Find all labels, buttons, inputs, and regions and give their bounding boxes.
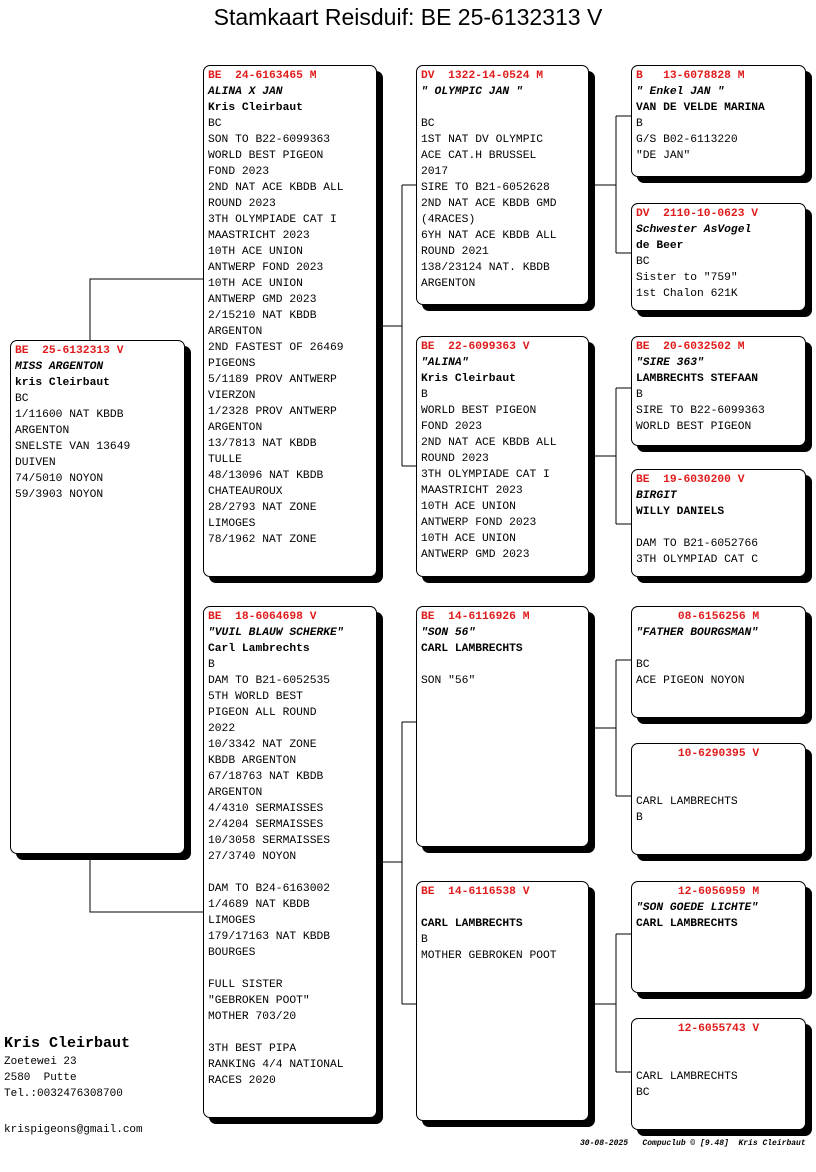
note-line: KBDB ARGENTON [208, 755, 297, 767]
pigeon-name: "SON 56" [421, 627, 476, 639]
note-line: RACES 2020 [208, 1075, 276, 1087]
note-line: BC [636, 256, 650, 268]
note-line: ACE CAT.H BRUSSEL [421, 150, 537, 162]
breeder-name [636, 778, 801, 794]
pigeon-name [421, 900, 584, 916]
pigeon-name: Schwester AsVogel [636, 224, 752, 236]
note-line: SNELSTE VAN 13649 [15, 441, 131, 453]
note-line: "GEBROKEN POOT" [208, 995, 310, 1007]
note-line: PIGEON ALL ROUND [208, 707, 317, 719]
note-line: MOTHER GEBROKEN POOT [421, 950, 557, 962]
note-line: ANTWERP GMD 2023 [208, 294, 317, 306]
note-line: B [636, 389, 643, 401]
note-line [208, 865, 372, 881]
note-line: DAM TO B21-6052766 [636, 538, 759, 550]
note-line: 1/4689 NAT KBDB [208, 899, 310, 911]
great-granddam-card [631, 743, 806, 855]
note-line: "DE JAN" [636, 150, 691, 162]
great-grandsire-card [631, 336, 806, 446]
owner-email: krispigeons@gmail.com [4, 1124, 143, 1136]
note-line: 2ND FASTEST OF 26469 [208, 342, 344, 354]
footer [580, 1139, 806, 1148]
note-line: 74/5010 NOYON [15, 473, 104, 485]
breeder-name: kris Cleirbaut [15, 377, 110, 389]
pigeon-name: "SON GOEDE LICHTE" [636, 902, 759, 914]
note-line: 67/18763 NAT KBDB [208, 771, 324, 783]
note-line: 5TH WORLD BEST [208, 691, 303, 703]
breeder-name: VAN DE VELDE MARINA [636, 102, 765, 114]
note-line: BC [208, 118, 222, 130]
note-line: FOND 2023 [208, 166, 270, 178]
note-line: 1st Chalon 621K [636, 288, 738, 300]
note-line: B [421, 934, 428, 946]
note-line: ARGENTON [15, 425, 70, 437]
great-granddam-card [631, 469, 806, 577]
note-line [421, 657, 584, 673]
note-line [636, 520, 801, 536]
owner-name: Kris Cleirbaut [4, 1035, 131, 1052]
note-line: LIMOGES [208, 518, 256, 530]
note-line: 59/3903 NOYON [15, 489, 104, 501]
note-line: 48/13096 NAT KBDB [208, 470, 324, 482]
pigeon-name: "ALINA" [421, 357, 469, 369]
note-line: 179/17163 NAT KBDB [208, 931, 331, 943]
pigeon-name [636, 762, 801, 778]
note-line: SON TO B22-6099363 [208, 134, 331, 146]
note-line: 10TH ACE UNION [421, 533, 516, 545]
note-line: MOTHER 703/20 [208, 1011, 297, 1023]
note-line: Sister to "759" [636, 272, 738, 284]
note-line: FULL SISTER [208, 979, 283, 991]
maternal-granddam-card [416, 881, 589, 1121]
note-line: MAASTRICHT 2023 [208, 230, 310, 242]
note-line: 10/3342 NAT ZONE [208, 739, 317, 751]
pigeon-name: " OLYMPIC JAN " [421, 86, 523, 98]
breeder-name: WILLY DANIELS [636, 506, 725, 518]
note-line [208, 961, 372, 977]
note-line: 3TH OLYMPIAD CAT C [636, 554, 759, 566]
owner-street: Zoetewei 23 [4, 1056, 77, 1068]
ring-number: DV 2110-10-0623 V [636, 208, 759, 220]
note-line: ARGENTON [208, 422, 263, 434]
breeder-name [636, 641, 801, 657]
note-line: 2/4204 SERMAISSES [208, 819, 324, 831]
note-line: SON "56" [421, 675, 476, 687]
breeder-name: Kris Cleirbaut [208, 102, 303, 114]
note-line: BC [421, 118, 435, 130]
paternal-granddam-card [416, 336, 589, 577]
note-line: 28/2793 NAT ZONE [208, 502, 317, 514]
ring-number: 12-6055743 V [677, 1023, 760, 1035]
ring-number: BE 14-6116538 V [421, 886, 530, 898]
ring-number: 12-6056959 M [677, 886, 760, 898]
note-line: ARGENTON [208, 787, 263, 799]
note-line: ANTWERP GMD 2023 [421, 549, 530, 561]
ring-number: BE 22-6099363 V [421, 341, 530, 353]
note-line: 4/4310 SERMAISSES [208, 803, 324, 815]
breeder-name: Carl Lambrechts [208, 643, 310, 655]
note-line: ROUND 2023 [421, 453, 489, 465]
note-line: 2017 [421, 166, 449, 178]
note-line: 2022 [208, 723, 236, 735]
ring-number: BE 24-6163465 M [208, 70, 317, 82]
great-granddam-card [631, 1018, 806, 1130]
note-line: 2ND NAT ACE KBDB ALL [208, 182, 344, 194]
pigeon-name: MISS ARGENTON [15, 361, 104, 373]
note-line: PIGEONS [208, 358, 256, 370]
note-line: WORLD BEST PIGEON [636, 421, 752, 433]
note-line: G/S B02-6113220 [636, 134, 738, 146]
note-line: ROUND 2023 [208, 198, 276, 210]
note-line: WORLD BEST PIGEON [208, 150, 324, 162]
pigeon-name [636, 1037, 801, 1053]
ring-number: DV 1322-14-0524 M [421, 70, 544, 82]
breeder-name: Kris Cleirbaut [421, 373, 516, 385]
note-line: 138/23124 NAT. KBDB [421, 262, 550, 274]
ring-number: BE 14-6116926 M [421, 611, 530, 623]
pigeon-name: "VUIL BLAUW SCHERKE" [208, 627, 344, 639]
pigeon-name: "SIRE 363" [636, 357, 704, 369]
note-line: MAASTRICHT 2023 [421, 485, 523, 497]
ring-number: BE 18-6064698 V [208, 611, 317, 623]
note-line: ANTWERP FOND 2023 [208, 262, 324, 274]
note-line: 27/3740 NOYON [208, 851, 297, 863]
note-line: SIRE TO B21-6052628 [421, 182, 550, 194]
note-line: ROUND 2021 [421, 246, 489, 258]
software-credit: Compuclub © [9.48] Kris Cleirbaut [642, 1139, 806, 1148]
note-line: 3TH BEST PIPA [208, 1043, 297, 1055]
breeder-name: CARL LAMBRECHTS [421, 643, 523, 655]
note-line: B [636, 118, 643, 130]
note-line: RANKING 4/4 NATIONAL [208, 1059, 344, 1071]
subject-card [10, 340, 185, 854]
note-line: 1/11600 NAT KBDB [15, 409, 124, 421]
note-line: 1/2328 PROV ANTWERP [208, 406, 337, 418]
ring-number: 10-6290395 V [677, 748, 760, 760]
note-line: 10TH ACE UNION [421, 501, 516, 513]
owner-block [4, 1034, 130, 1102]
note-line [208, 1025, 372, 1041]
breeder-name: CARL LAMBRECHTS [636, 918, 738, 930]
note-line: 1ST NAT DV OLYMPIC [421, 134, 544, 146]
note-line: 2/15210 NAT KBDB [208, 310, 317, 322]
note-line: ARGENTON [208, 326, 263, 338]
note-line: DUIVEN [15, 457, 56, 469]
great-granddam-card [631, 203, 806, 311]
note-line: B [421, 389, 428, 401]
pigeon-name: BIRGIT [636, 490, 677, 502]
note-line: ARGENTON [421, 278, 476, 290]
note-line: BC [636, 659, 650, 671]
breeder-name: CARL LAMBRECHTS [421, 918, 523, 930]
paternal-grandsire-card [416, 65, 589, 305]
ring-number: BE 20-6032502 M [636, 341, 745, 353]
note-line: 13/7813 NAT KBDB [208, 438, 317, 450]
print-date: 30-08-2025 [580, 1139, 629, 1148]
sire-card [203, 65, 377, 577]
ring-number: BE 19-6030200 V [636, 474, 745, 486]
ring-number: B 13-6078828 M [636, 70, 745, 82]
note-line: DAM TO B24-6163002 [208, 883, 331, 895]
note-line: CHATEAUROUX [208, 486, 283, 498]
note-line: 10/3058 SERMAISSES [208, 835, 331, 847]
breeder-name [636, 1053, 801, 1069]
note-line: BC [15, 393, 29, 405]
ring-number: 08-6156256 M [677, 611, 760, 623]
note-line: (4RACES) [421, 214, 476, 226]
note-line: ACE PIGEON NOYON [636, 675, 745, 687]
pigeon-name: "FATHER BOURGSMAN" [636, 627, 759, 639]
note-line: 2ND NAT ACE KBDB GMD [421, 198, 557, 210]
dam-card [203, 606, 377, 1118]
pigeon-name: ALINA X JAN [208, 86, 283, 98]
ring-number: BE 25-6132313 V [15, 345, 124, 357]
great-grandsire-card [631, 606, 806, 718]
note-line: B [636, 812, 643, 824]
breeder-name [421, 100, 584, 116]
breeder-name: LAMBRECHTS STEFAAN [636, 373, 759, 385]
great-grandsire-card [631, 65, 806, 177]
page-title: Stamkaart Reisduif: BE 25-6132313 V [213, 4, 603, 30]
breeder-name: de Beer [636, 240, 684, 252]
note-line: 2ND NAT ACE KBDB ALL [421, 437, 557, 449]
note-line: TULLE [208, 454, 242, 466]
great-grandsire-card [631, 881, 806, 993]
note-line: LIMOGES [208, 915, 256, 927]
note-line: WORLD BEST PIGEON [421, 405, 537, 417]
note-line: 78/1962 NAT ZONE [208, 534, 317, 546]
note-line: B [208, 659, 215, 671]
note-line: CARL LAMBRECHTS [636, 796, 738, 808]
note-line: BC [636, 1087, 650, 1099]
note-line: CARL LAMBRECHTS [636, 1071, 738, 1083]
pigeon-name: " Enkel JAN " [636, 86, 725, 98]
note-line: ANTWERP FOND 2023 [421, 517, 537, 529]
note-line: 3TH OLYMPIADE CAT I [421, 469, 550, 481]
note-line: 10TH ACE UNION [208, 278, 303, 290]
note-line: 5/1189 PROV ANTWERP [208, 374, 337, 386]
note-line: 3TH OLYMPIADE CAT I [208, 214, 337, 226]
owner-city: 2580 Putte [4, 1072, 77, 1084]
note-line: 6YH NAT ACE KBDB ALL [421, 230, 557, 242]
note-line: VIERZON [208, 390, 256, 402]
note-line: DAM TO B21-6052535 [208, 675, 331, 687]
note-line: BOURGES [208, 947, 256, 959]
owner-phone: Tel.:0032476308700 [4, 1088, 123, 1100]
note-line: 10TH ACE UNION [208, 246, 303, 258]
maternal-grandsire-card [416, 606, 589, 847]
note-line: SIRE TO B22-6099363 [636, 405, 765, 417]
note-line: FOND 2023 [421, 421, 483, 433]
